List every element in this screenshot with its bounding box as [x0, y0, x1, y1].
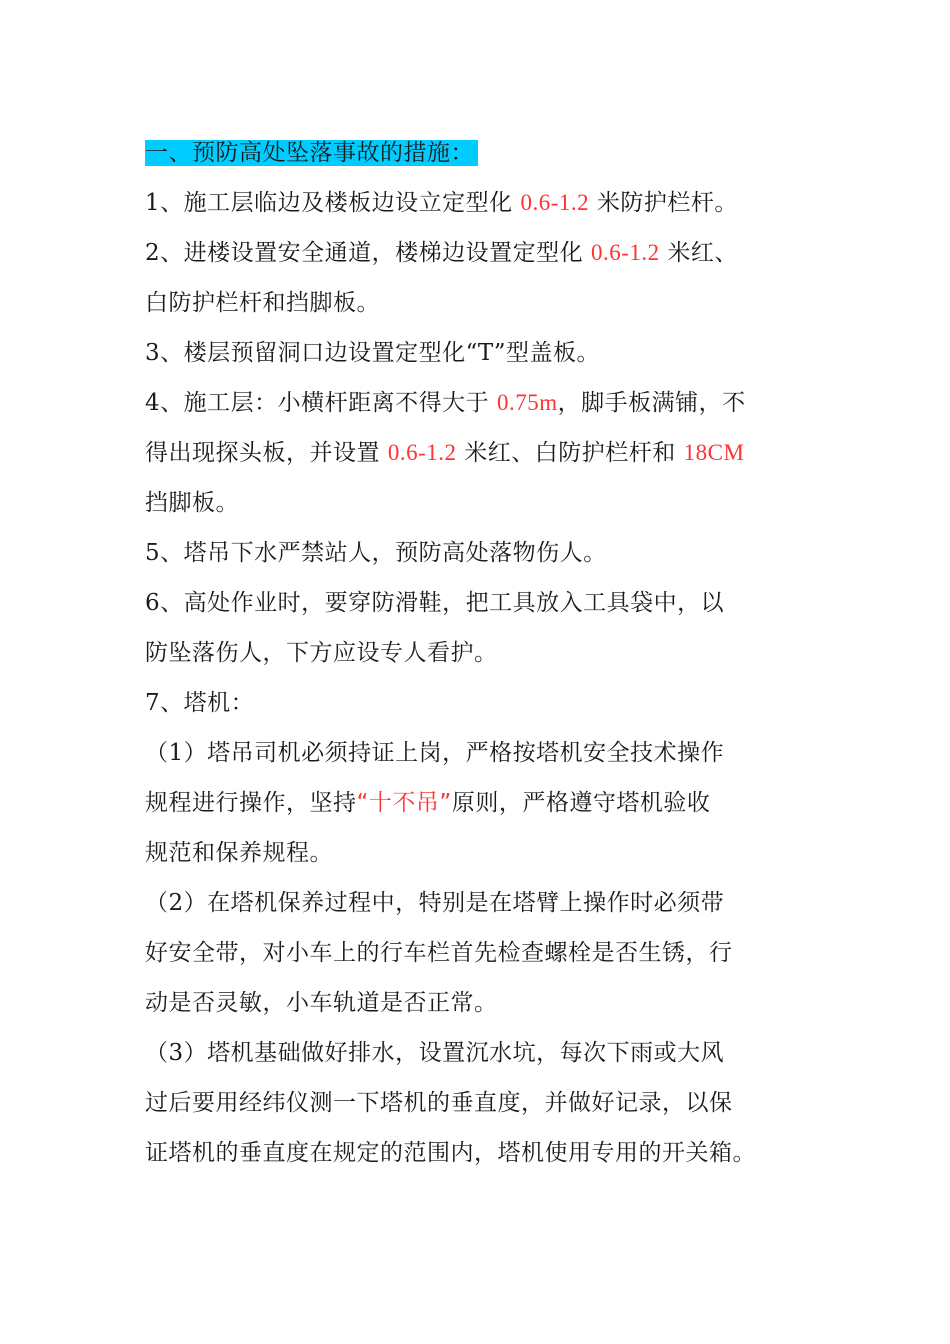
highlight-value: 0.6-1.2 — [590, 240, 660, 265]
highlight-value: 0.6-1.2 — [387, 440, 457, 465]
highlight-value: 0.75m — [496, 390, 558, 415]
sub-item-3: （3）塔机基础做好排水，设置沉水坑，每次下雨或大风 — [145, 1040, 725, 1066]
list-item-1: 1、施工层临边及楼板边设立定型化 0.6-1.2 米防护栏杆。 — [145, 190, 738, 216]
sub-item-3-cont-2: 证塔机的垂直度在规定的范围内，塔机使用专用的开关箱。 — [145, 1140, 756, 1166]
sub-item-1-cont: 规程进行操作，坚持“十不吊”原则，严格遵守塔机验收 — [145, 790, 711, 816]
list-item-6: 6、高处作业时，要穿防滑鞋，把工具放入工具袋中，以 — [145, 590, 725, 616]
list-item-4-cont: 得出现探头板，并设置 0.6-1.2 米红、白防护栏杆和 18CM — [145, 440, 745, 466]
section-heading-text: 一、预防高处坠落事故的措施： — [145, 140, 478, 166]
document-body — [145, 128, 813, 1178]
sub-item-2-cont-2: 动是否灵敏，小车轨道是否正常。 — [145, 990, 498, 1016]
highlight-phrase: “十不吊” — [356, 790, 452, 816]
list-item-4: 4、施工层：小横杆距离不得大于 0.75m，脚手板满铺，不 — [145, 390, 746, 416]
sub-item-1: （1）塔吊司机必须持证上岗，严格按塔机安全技术操作 — [145, 740, 725, 766]
sub-item-2: （2）在塔机保养过程中，特别是在塔臂上操作时必须带 — [145, 890, 725, 916]
list-item-5: 5、塔吊下水严禁站人，预防高处落物伤人。 — [145, 540, 607, 566]
section-heading — [145, 128, 813, 178]
sub-item-3-cont: 过后要用经纬仪测一下塔机的垂直度，并做好记录，以保 — [145, 1090, 733, 1116]
list-item-2: 2、进楼设置安全通道，楼梯边设置定型化 0.6-1.2 米红、 — [145, 240, 738, 266]
list-item-7: 7、塔机： — [145, 690, 255, 716]
list-item-6-cont: 防坠落伤人，下方应设专人看护。 — [145, 640, 498, 666]
list-item-2-cont: 白防护栏杆和挡脚板。 — [145, 290, 380, 316]
sub-item-1-cont-2: 规范和保养规程。 — [145, 840, 333, 866]
list-item-3: 3、楼层预留洞口边设置定型化“T”型盖板。 — [145, 340, 600, 366]
highlight-value: 0.6-1.2 — [520, 190, 590, 215]
sub-item-2-cont: 好安全带，对小车上的行车栏首先检查螺栓是否生锈，行 — [145, 940, 733, 966]
highlight-value: 18CM — [683, 440, 745, 465]
list-item-4-cont-2: 挡脚板。 — [145, 490, 239, 516]
